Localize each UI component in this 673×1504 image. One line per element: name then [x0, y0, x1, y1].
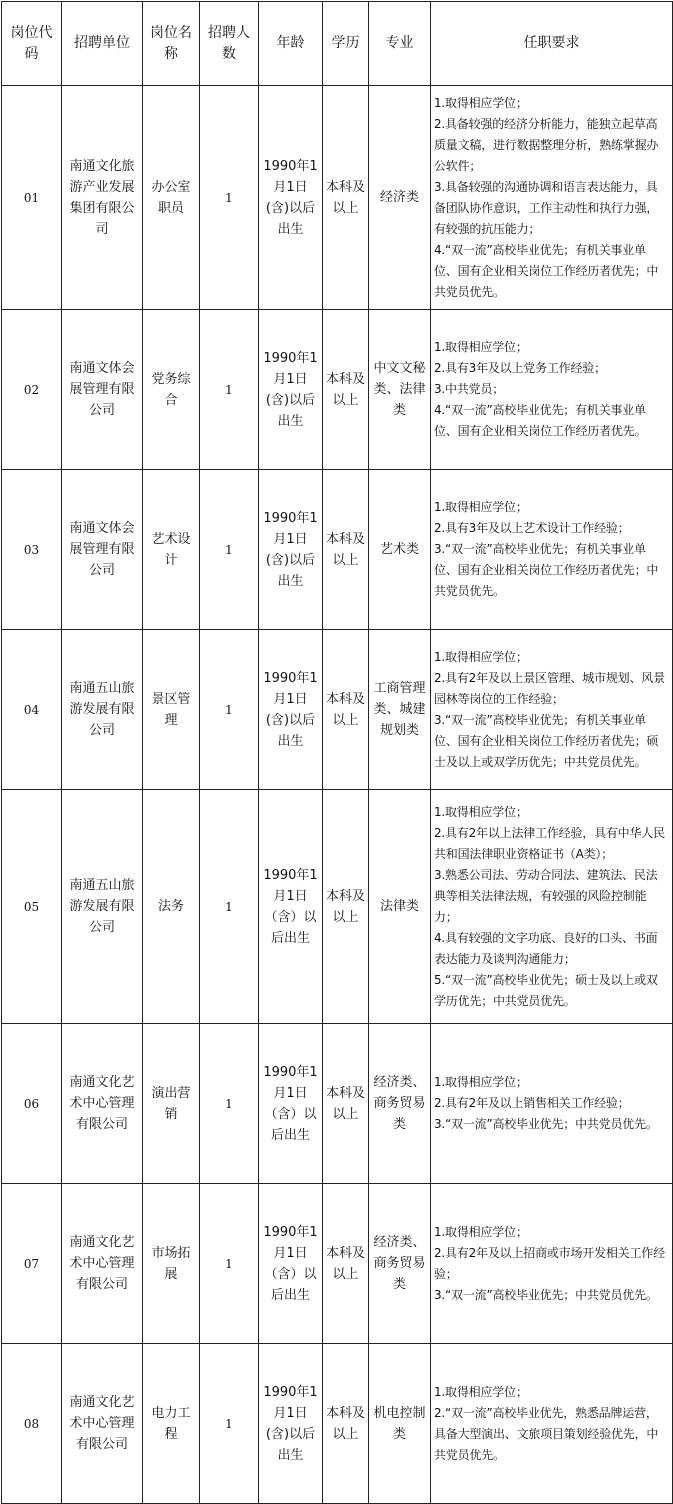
cell-education: 本科及以上 — [323, 790, 369, 1024]
cell-position: 党务综合 — [143, 310, 200, 470]
cell-count: 1 — [200, 790, 259, 1024]
cell-unit: 南通文化艺术中心管理有限公司 — [62, 1344, 143, 1504]
table-row — [2, 1024, 673, 1184]
cell-position: 法务 — [143, 790, 200, 1024]
header-position: 岗位名称 — [143, 2, 200, 86]
cell-education: 本科及以上 — [323, 470, 369, 630]
cell-requirements: 1.取得相应学位； 2.具有3年及以上艺术设计工作经验； 3.“双一流”高校毕业优先；有机关事业单位、国有企业相关岗位工作经历者优先；中共党员优先。 — [431, 470, 673, 630]
cell-major: 工商管理类、城建规划类 — [369, 630, 431, 790]
table-row — [2, 310, 673, 470]
cell-unit: 南通文化艺术中心管理有限公司 — [62, 1024, 143, 1184]
recruitment-table — [1, 1, 673, 1504]
cell-requirements: 1.取得相应学位； 2.具有2年以上法律工作经验，具有中华人民共和国法律职业资格证书（A类）； 3.熟悉公司法、劳动合同法、建筑法、民法典等相关法律法规，有较强的风险控制能力； 4.具有较强的文字功底、良好的口头、书面表达能力及谈判沟通能力； 5.“双一流”高校毕业优先；硕士及以上或双学历优先；中共党员优先。 — [431, 790, 673, 1024]
cell-code: 07 — [2, 1184, 62, 1344]
header-major: 专业 — [369, 2, 431, 86]
cell-count: 1 — [200, 630, 259, 790]
cell-education: 本科及以上 — [323, 630, 369, 790]
cell-major: 经济类、商务贸易类 — [369, 1024, 431, 1184]
cell-age: 1990年1月1日(含)以后出生 — [259, 1344, 323, 1504]
cell-code: 01 — [2, 86, 62, 310]
cell-count: 1 — [200, 1344, 259, 1504]
table-row — [2, 630, 673, 790]
cell-major: 机电控制类 — [369, 1344, 431, 1504]
table-row — [2, 1184, 673, 1344]
table-row — [2, 86, 673, 310]
cell-requirements: 1.取得相应学位； 2.具有2年及以上招商或市场开发相关工作经验； 3.“双一流”高校毕业优先；中共党员优先。 — [431, 1184, 673, 1344]
header-unit: 招聘单位 — [62, 2, 143, 86]
cell-unit: 南通文化艺术中心管理有限公司 — [62, 1184, 143, 1344]
table-row — [2, 470, 673, 630]
cell-age: 1990年1月1日(含)以后出生 — [259, 310, 323, 470]
cell-education: 本科及以上 — [323, 86, 369, 310]
cell-unit: 南通五山旅游发展有限公司 — [62, 790, 143, 1024]
cell-age: 1990年1月1日(含)以后出生 — [259, 470, 323, 630]
cell-education: 本科及以上 — [323, 310, 369, 470]
cell-age: 1990年1月1日(含)以后出生 — [259, 86, 323, 310]
cell-requirements: 1.取得相应学位； 2.具有2年及以上景区管理、城市规划、风景园林等岗位的工作经验； 3.“双一流”高校毕业优先；有机关事业单位、国有企业相关岗位工作经历者优先；硕士及以上或双学历优先；中共党员优先。 — [431, 630, 673, 790]
table-row — [2, 1344, 673, 1504]
cell-major: 法律类 — [369, 790, 431, 1024]
cell-position: 艺术设计 — [143, 470, 200, 630]
cell-unit: 南通文体会展管理有限公司 — [62, 470, 143, 630]
header-requirements: 任职要求 — [431, 2, 673, 86]
header-education: 学历 — [323, 2, 369, 86]
header-count: 招聘人数 — [200, 2, 259, 86]
cell-education: 本科及以上 — [323, 1024, 369, 1184]
cell-age: 1990年1月1日（含）以后出生 — [259, 1024, 323, 1184]
header-code: 岗位代码 — [2, 2, 62, 86]
cell-position: 市场拓展 — [143, 1184, 200, 1344]
cell-count: 1 — [200, 86, 259, 310]
cell-unit: 南通文化旅游产业发展集团有限公司 — [62, 86, 143, 310]
cell-age: 1990年1月1日（含）以后出生 — [259, 1184, 323, 1344]
cell-position: 办公室职员 — [143, 86, 200, 310]
cell-unit: 南通五山旅游发展有限公司 — [62, 630, 143, 790]
cell-requirements: 1.取得相应学位； 2.具有3年及以上党务工作经验； 3.中共党员； 4.“双一流”高校毕业优先；有机关事业单位、国有企业相关岗位工作经历者优先。 — [431, 310, 673, 470]
cell-code: 08 — [2, 1344, 62, 1504]
cell-major: 经济类 — [369, 86, 431, 310]
cell-education: 本科及以上 — [323, 1344, 369, 1504]
header-row — [2, 2, 673, 86]
cell-age: 1990年1月1日（含）以后出生 — [259, 790, 323, 1024]
table-row — [2, 790, 673, 1024]
cell-unit: 南通文体会展管理有限公司 — [62, 310, 143, 470]
cell-position: 电力工程 — [143, 1344, 200, 1504]
cell-code: 04 — [2, 630, 62, 790]
cell-count: 1 — [200, 1184, 259, 1344]
cell-code: 06 — [2, 1024, 62, 1184]
cell-code: 03 — [2, 470, 62, 630]
header-age: 年龄 — [259, 2, 323, 86]
cell-education: 本科及以上 — [323, 1184, 369, 1344]
cell-requirements: 1.取得相应学位； 2.具有2年及以上销售相关工作经验； 3.“双一流”高校毕业优先；中共党员优先。 — [431, 1024, 673, 1184]
cell-age: 1990年1月1日(含)以后出生 — [259, 630, 323, 790]
cell-major: 中文文秘类、法律类 — [369, 310, 431, 470]
cell-position: 演出营销 — [143, 1024, 200, 1184]
cell-major: 经济类、商务贸易类 — [369, 1184, 431, 1344]
cell-count: 1 — [200, 470, 259, 630]
cell-count: 1 — [200, 1024, 259, 1184]
cell-major: 艺术类 — [369, 470, 431, 630]
cell-position: 景区管理 — [143, 630, 200, 790]
cell-requirements: 1.取得相应学位； 2.具备较强的经济分析能力，能独立起草高质量文稿，进行数据整理分析，熟练掌握办公软件； 3.具备较强的沟通协调和语言表达能力，具备团队协作意识，工作主动性和执行力强，有较强的抗压能力； 4.“双一流”高校毕业优先；有机关事业单位、国有企业相关岗位工作经历者优先；中共党员优先。 — [431, 86, 673, 310]
cell-code: 05 — [2, 790, 62, 1024]
cell-requirements: 1.取得相应学位； 2.“双一流”高校毕业优先，熟悉品牌运营，具备大型演出、文旅项目策划经验优先，中共党员优先。 — [431, 1344, 673, 1504]
cell-code: 02 — [2, 310, 62, 470]
cell-count: 1 — [200, 310, 259, 470]
